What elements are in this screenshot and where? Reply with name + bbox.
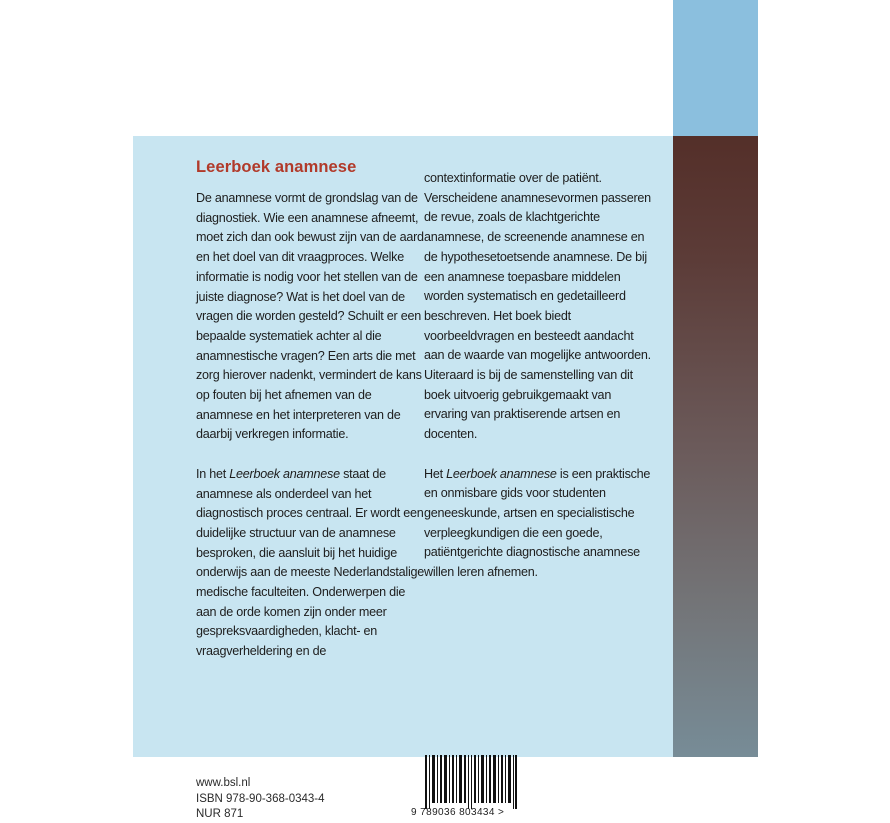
- italic-book-title: Leerboek anamnese: [229, 466, 340, 481]
- left-paragraph-2: [196, 465, 428, 662]
- italic-book-title: Leerboek anamnese: [446, 466, 557, 481]
- barcode-digits: 9 789036 803434 >: [411, 807, 505, 818]
- text-span: staat de anamnese als onderdeel van het diagnostisch proces centraal. Er wordt een duidelijke structuur van de anamnese besproken, die aansluit bij het huidige onderwijs aan de meeste Nederlandstalige medische faculteiten. Onderwerpen die aan de orde komen zijn onder meer gespreksvaardigheden, klacht- en vraagverheldering en de: [196, 466, 425, 659]
- isbn-text: ISBN 978-90-368-0343-4: [196, 792, 325, 805]
- text-span: is een praktische en onmisbare gids voor studenten geneeskunde, artsen en specialistische verpleegkundigen die een goede, patiëntgerichte diagnostische anamnese willen leren afnemen.: [424, 466, 651, 580]
- right-column: [424, 169, 656, 602]
- text-span: In het: [196, 466, 230, 481]
- left-paragraph-1: De anamnese vormt de grondslag van de diagnostiek. Wie een anamnese afneemt, moet zich dan ook bewust zijn van de aard en het doel van dit vraagproces. Welke informatie is nodig voor het stellen van de juiste diagnose? Wat is het doel van de vragen die worden gesteld? Schuilt er een bepaalde systematiek achter al die anamnestische vragen? Een arts die met zorg hierover nadenkt, vermindert de kans op fouten bij het afnemen van de anamnese en het interpreteren van de daarbij verkregen informatie.: [196, 191, 424, 442]
- nur-text: NUR 871: [196, 808, 244, 820]
- side-gradient-strip: [673, 136, 758, 757]
- left-column: [196, 189, 428, 682]
- book-title: Leerboek anamnese: [196, 158, 357, 176]
- barcode-icon: [425, 755, 517, 809]
- right-paragraph-2: [424, 465, 656, 583]
- right-paragraph-1: contextinformatie over de patiënt. Verscheidene anamnesevormen passeren de revue, zoals de klachtgerichte anamnese, de screenende anamnese en de hypothesetoetsende anamnese. De bij een anamnese toepasbare middelen worden systematisch en gedetailleerd beschreven. Het boek biedt voorbeeldvragen en besteedt aandacht aan de waarde van mogelijke antwoorden. Uiteraard is bij de samenstelling van dit boek uitvoerig gebruikgemaakt van ervaring van praktiserende artsen en docenten.: [424, 171, 651, 442]
- top-blue-strip: [673, 0, 758, 136]
- text-span: Het: [424, 466, 447, 481]
- publisher-info: [196, 776, 325, 823]
- website-link[interactable]: www.bsl.nl: [196, 777, 251, 789]
